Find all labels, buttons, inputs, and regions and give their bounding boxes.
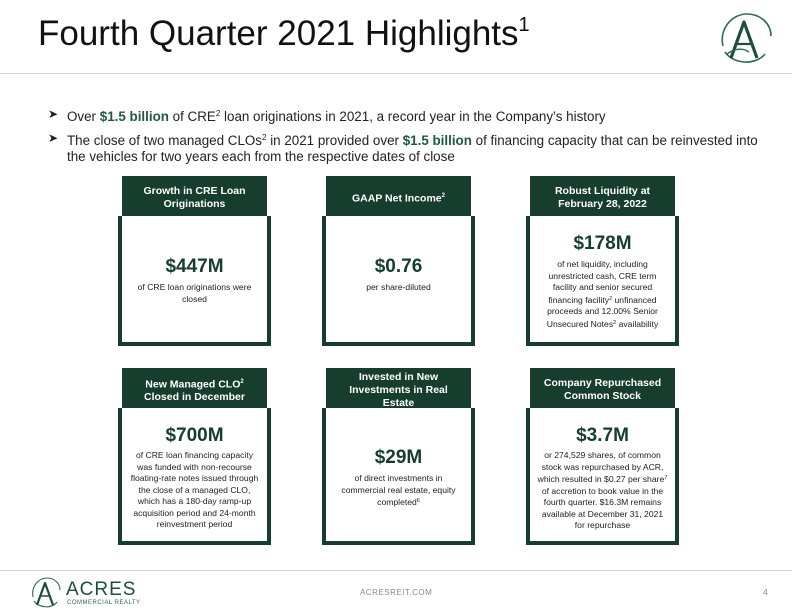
tile-header: Growth in CRE Loan Originations <box>122 176 267 220</box>
tile-value: $178M <box>573 233 632 254</box>
acres-footer-logo <box>28 575 168 609</box>
tile-header: New Managed CLO$^2$ Closed in December <box>122 368 267 412</box>
tile-header: Robust Liquidity at February 28, 2022 <box>530 176 675 220</box>
tile-body <box>526 408 679 545</box>
tile-body <box>526 216 679 346</box>
tile-body <box>322 408 475 545</box>
tile-description: of CRE loan originations were closed <box>137 282 252 304</box>
slide-title <box>38 14 530 54</box>
tile-value: $0.76 <box>374 256 423 277</box>
tile-header: Company Repurchased Common Stock <box>530 368 675 412</box>
footer-website: ACRESREIT.COM <box>360 588 433 597</box>
title-divider <box>0 73 792 74</box>
tile-description: per share-diluted <box>366 282 431 292</box>
arrow-bullet-icon: ➤ <box>48 131 59 145</box>
tile-body <box>118 408 271 545</box>
bullet-item: ➤ Over $1.5 billion of CRE$^2$ loan originations in 2021, a record year in the Company’s history <box>48 107 606 124</box>
logo-subtitle: COMMERCIAL REALTY <box>67 600 141 606</box>
tile-header: GAAP Net Income$^2$ <box>326 176 471 220</box>
title-text: Fourth Quarter 2021 Highlights <box>38 14 519 53</box>
tile-description: or 274,529 shares, of common stock was repurchased by ACR, which resulted in $0.27 per share$^7$ of accretion to book value in the fourth quarter. $16.3M remains available at December 31, 2021 for repurchase <box>537 450 668 530</box>
tile-body <box>322 216 475 346</box>
tile-value: $447M <box>165 256 224 277</box>
logo-wordmark: ACRES <box>66 579 137 600</box>
highlight-bullets <box>48 106 768 170</box>
footer-divider <box>0 570 792 571</box>
tile-value: $3.7M <box>576 425 629 446</box>
tile-description: of net liquidity, including unrestricted cash, CRE term facility and senior secured financing facility$^2$ unfinanced proceeds and 12.00% Senior Unsecured Notes$^2$ availability <box>546 259 659 329</box>
tile-body <box>118 216 271 346</box>
tile-description: of direct investments in commercial real estate, equity completed$^6$ <box>341 473 456 507</box>
tile-header: Invested in New Investments in Real Estate <box>326 368 471 412</box>
acres-logo-mark <box>713 8 775 68</box>
page-number: 4 <box>763 587 768 597</box>
tile-value: $700M <box>165 425 224 446</box>
bullet-item: ➤ The close of two managed CLOs$^2$ in 2021 provided over $1.5 billion of financing capacity that can be reinvested into the vehicles for two years each from the respective dates of close <box>48 131 758 164</box>
arrow-bullet-icon: ➤ <box>48 107 59 121</box>
tile-value: $29M <box>374 447 423 468</box>
title-footnote: 1 <box>518 14 530 36</box>
tile-description: of CRE loan financing capacity was funded with non-recourse floating-rate notes issued through the close of a managed CLO, which has a 180-day ramp-up acquisition period and 24-month reinvestment period <box>130 450 259 529</box>
